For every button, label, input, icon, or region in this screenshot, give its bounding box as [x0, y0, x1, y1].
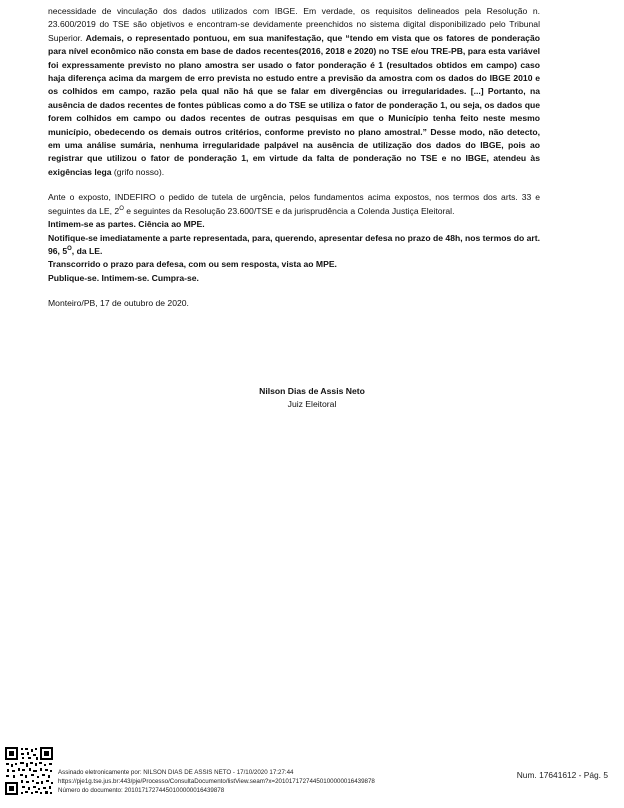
signature-role: Juiz Eleitoral: [287, 399, 337, 409]
document-body: [48, 5, 540, 311]
footer-url-line[interactable]: https://pje1g.tse.jus.br:443/pje/Processo/ConsultaDocumento/listView.seam?x=20101717274450100000016439878: [58, 777, 375, 785]
paragraph-ibge-plain: necessidade de vinculação dos dados utilizados com IBGE. Em verdade, os requisitos delineados pela Resolução n. 23.600/2019 do TSE são objetivos e encontram-se devidamente preenchidos no sistema digital disponibilizado pelo Tribunal Superior.: [48, 6, 540, 43]
footer-signed-line: Assinado eletronicamente por: NILSON DIAS DE ASSIS NETO - 17/10/2020 17:27:44: [58, 769, 294, 776]
paragraph-indefiro: [48, 191, 540, 218]
notifique-line: [48, 232, 540, 259]
notifique-text-b: , da LE.: [71, 245, 103, 256]
page-number: Num. 17641612 - Pág. 5: [516, 770, 608, 780]
intimem-line: Intimem-se as partes. Ciência ao MPE.: [48, 219, 205, 230]
paragraph-ibge-bold-quote: Ademais, o representado pontuou, em sua manifestação, que “tendo em vista que os fatores de ponderação para nível econômico não consta em base de dados recentes(2016, 2018 e 2020) no TSE e/ou TRE-PB, para esta variável foi expressamente previsto no plano amostra ser usado o fator ponderação é 1 (resultados obtidos em campo) caso haja diferença acima da margem de erro prevista no estudo entre a previsão da amostra com os dados do IBGE 2010 e os colhidos em campo, razão pela qual não há que se falar em divergências ou irregularidades. [...] Portanto, na ausência de dados recentes de fontes públicas como a do TSE se utiliza o fator de ponderação 1, ou seja, os dados que forem colhidos em campo ou dados recentes de outras pesquisas em que o Município tenha feito neste mesmo município, obedecendo os demais outros critérios, conforme previsto no plano amostral.” Desse modo, não detecto, em uma análise sumária, nenhuma irregularidade palpável na ausência de utilização dos dados do IBGE, pois ao registrar que utilizou o fator de ponderação 1, em virtude da falta de ponderação no TSE e no IBGE, atendeu às exigências lega: [48, 32, 540, 177]
indefiro-text-a: Ante o exposto, INDEFIRO o pedido de tutela de urgência, pelos fundamentos acima expostos, nos termos dos arts. 33 e seguintes da LE, 2: [48, 192, 540, 216]
footer-metadata: [58, 769, 375, 795]
indefiro-superscript: O: [119, 205, 124, 212]
notifique-text-a: Notifique-se imediatamente a parte representada, para, querendo, apresentar defesa no prazo de 48h, nos termos do art. 96, 5: [48, 232, 540, 256]
footer-doc-number: Número do documento: 20101717274450100000016439878: [58, 786, 225, 794]
paragraph-ibge-grifo: (grifo nosso).: [111, 166, 165, 177]
place-date: Monteiro/PB, 17 de outubro de 2020.: [48, 298, 189, 309]
notifique-superscript: O: [67, 246, 72, 253]
paragraph-ibge: [48, 5, 540, 179]
signature-name: Nilson Dias de Assis Neto: [259, 386, 365, 396]
indefiro-text-b: e seguintes da Resolução 23.600/TSE e da jurisprudência a Colenda Justiça Eleitoral.: [123, 205, 455, 216]
transcorrido-line: Transcorrido o prazo para defesa, com ou sem resposta, vista ao MPE.: [48, 259, 337, 270]
qr-code-image: [4, 746, 54, 796]
publique-line: Publique-se. Intimem-se. Cumpra-se.: [48, 272, 199, 283]
